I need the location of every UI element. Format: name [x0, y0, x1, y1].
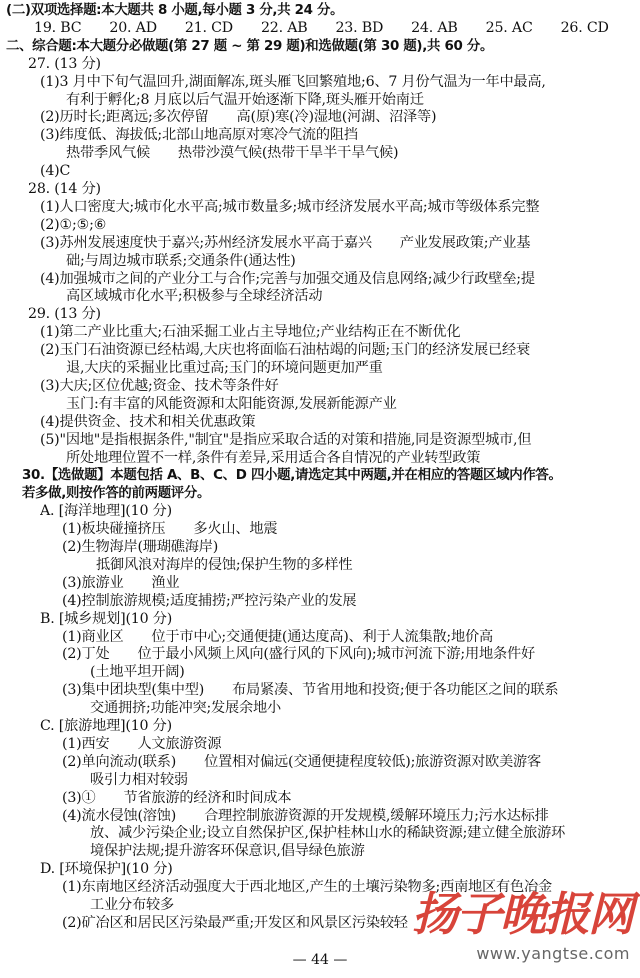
section-heading-comprehensive: 二、综合题:本大题分必做题(第 27 题 ~ 第 29 题)和选做题(第 30 题),共 60 分。	[6, 38, 494, 54]
answer-line: 热带季风气候 热带沙漠气候(热带干旱半干旱气候)	[66, 145, 399, 162]
answer-line: (2)玉门石油资源已经枯竭,大庆也将面临石油枯竭的问题;玉门的经济发展已经衰	[40, 342, 530, 359]
answer-line: (4)流水侵蚀(溶蚀) 合理控制旅游资源的开发规模,缓解环境压力;污水达标排	[62, 807, 549, 824]
answer-line: (2)丁处 位于最小风频上风向(盛行风的下风向);城市河流下游;用地条件好	[62, 646, 535, 663]
answer-key-row: 19. BC 20. AD 21. CD 22. AB 23. BD 24. AB 25. AC 26. CD	[34, 19, 609, 36]
answer-line: (3)大庆;区位优越;资金、技术等条件好	[40, 377, 279, 394]
answer-line: (2)单向流动(联系) 位置相对偏远(交通便捷程度较低);旅游资源对欧美游客	[62, 753, 542, 770]
answer-line: 退,大庆的采掘业比重过高;玉门的环境问题更加严重	[66, 360, 383, 376]
answer-line: (4)提供资金、技术和相关优惠政策	[40, 413, 256, 430]
answer-line: 所处地理位置不一样,条件有差异,采用适合各自情况的产业转型政策	[66, 449, 481, 466]
answer-line: (1)3 月中下旬气温回升,湖面解冻,斑头雁飞回繁殖地;6、7 月份气温为一年中最高,	[40, 73, 546, 90]
answer-line: 高区域城市化水平;积极参与全球经济活动	[66, 288, 323, 305]
answer-line: 抵御风浪对海岸的侵蚀;保护生物的多样性	[96, 556, 353, 573]
answer-line: 交通拥挤;功能冲突;发展余地小	[90, 700, 281, 717]
watermark-url: www.yangtse.com	[476, 944, 630, 963]
answer-line: 工业分布较多	[90, 897, 174, 913]
answer-line: (4)C	[40, 163, 71, 180]
subsection-d-heading: D. [环境保护](10 分)	[40, 861, 173, 878]
answer-line: (5)"因地"是指根据条件,"制宜"是指应采取合适的对策和措施,同是资源型城市,但	[40, 431, 532, 448]
answer-line: (1)东南地区经济活动强度大于西北地区,产生的土壤污染物多;西南地区有色冶金	[62, 879, 552, 896]
question-30-note: 若多做,则按作答的前两题评分。	[22, 486, 211, 502]
answer-line: 吸引力相对较弱	[90, 771, 188, 788]
question-28-heading: 28. (14 分)	[28, 181, 101, 197]
answer-line: (1)人口密度大;城市化水平高;城市数量多;城市经济发展水平高;城市等级体系完整	[40, 198, 540, 215]
answer-line: 有利于孵化;8 月底以后气温开始逐渐下降,斑头雁开始南迁	[66, 91, 424, 108]
question-29-heading: 29. (13 分)	[28, 306, 101, 323]
answer-line: 础;与周边城市联系;交通条件(通达性)	[66, 252, 296, 269]
watermark-logo-text: 扬子晚报网	[412, 887, 632, 941]
question-30-heading: 30.【选做题】本题包括 A、B、C、D 四小题,请选定其中两题,并在相应的答题区域内作答。	[22, 468, 562, 484]
answer-line: (3)旅游业 渔业	[62, 574, 180, 591]
answer-line: (2)①;⑤;⑥	[40, 216, 107, 233]
subsection-c-heading: C. [旅游地理](10 分)	[40, 718, 173, 734]
answer-line: 玉门:有丰富的风能资源和太阳能资源,发展新能源产业	[66, 395, 397, 412]
page-number: — 44 —	[292, 952, 348, 968]
answer-line: 放、减少污染企业;设立自然保护区,保护桂林山水的稀缺资源;建立健全旅游环	[90, 825, 566, 842]
answer-line: (2)生物海岸(珊瑚礁海岸)	[62, 539, 219, 555]
answer-line: (1)第二产业比重大;石油采掘工业占主导地位;产业结构正在不断优化	[40, 324, 461, 341]
section-heading-multiple-choice: (二)双项选择题:本大题共 8 小题,每小题 3 分,共 24 分。	[6, 3, 344, 18]
answer-line: (3)纬度低、海拔低;北部山地高原对寒冷气流的阻挡	[40, 127, 358, 144]
answer-line: (3)① 节省旅游的经济和时间成本	[62, 789, 292, 806]
question-27-heading: 27. (13 分)	[28, 55, 101, 72]
answer-line: (1)西安 人文旅游资源	[62, 735, 222, 752]
answer-line: (1)板块碰撞挤压 多火山、地震	[62, 521, 278, 538]
answer-line: (3)苏州发展速度快于嘉兴;苏州经济发展水平高于嘉兴 产业发展政策;产业基	[40, 234, 531, 251]
answer-line: (2)历时长;距离远;多次停留 高(原)寒(冷)湿地(河湖、沼泽等)	[40, 109, 437, 126]
answer-line: (4)控制旅游规模;适度捕捞;严控污染产业的发展	[62, 592, 357, 609]
answer-line: 境保护法规;提升游客环保意识,倡导绿色旅游	[90, 843, 365, 860]
answer-line: (1)商业区 位于市中心;交通便捷(通达度高)、利于人流集散;地价高	[62, 628, 493, 645]
answer-line: (2)矿冶区和居民区污染最严重;开发区和风景区污染较轻	[62, 914, 408, 931]
subsection-b-heading: B. [城乡规划](10 分)	[40, 610, 173, 627]
answer-line: (4)加强城市之间的产业分工与合作;完善与加强交通及信息网络;减少行政壁垒;提	[40, 270, 535, 287]
answer-line: (3)集中团块型(集中型) 布局紧凑、节省用地和投资;便于各功能区之间的联系	[62, 682, 559, 699]
subsection-a-heading: A. [海洋地理](10 分)	[40, 503, 172, 520]
answer-line: (土地平坦开阔)	[90, 664, 185, 681]
